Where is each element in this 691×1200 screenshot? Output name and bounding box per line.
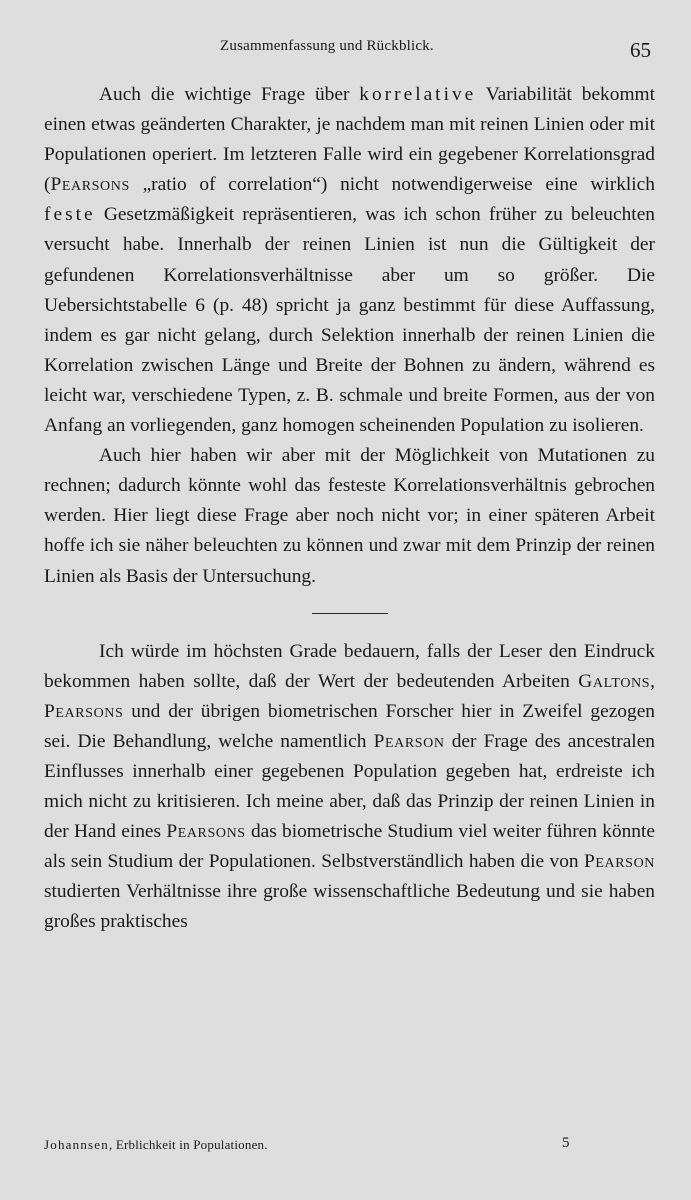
footer-citation bbox=[44, 1137, 268, 1153]
author-name: Pearsons bbox=[166, 821, 246, 843]
author-name: Pearson bbox=[584, 851, 655, 873]
text-span: Gesetzmäßigkeit repräsentieren, was ich schon früher zu beleuchten versucht habe. Innerhalb der reinen Linien ist nun die Gültigkeit der gefundenen Korrelationsverhältnisse aber um so größer. Die Uebersichtstabelle 6 (p. 48) spricht ja ganz bestimmt für diese Auffassung, indem es gar nicht gelang, durch Selektion innerhalb der reinen Linien die Korrelation zwischen Länge und Breite der Bohnen zu ändern, während es leicht war, verschiedene Typen, z. B. schmale und breite Formen, aus der von Anfang an vorliegenden, ganz homogen scheinenden Population zu isolieren. bbox=[44, 204, 655, 437]
author-name: Galtons bbox=[578, 670, 651, 692]
page-footer bbox=[0, 1137, 691, 1157]
page-number: 65 bbox=[630, 38, 651, 62]
text-span: und der übrigen biometrischen Forscher hier in Zweifel gezogen sei. Die Behandlung, welche namentlich bbox=[44, 700, 655, 752]
text-span: Auch hier haben wir aber mit der Möglichkeit von Mutationen zu rechnen; dadurch könnte wohl das festeste Korrelationsverhältnis gebrochen werden. Hier liegt diese Frage aber noch nicht vor; in einer späteren Arbeit hoffe ich sie näher beleuchten zu können und zwar mit dem Prinzip der reinen Linien als Basis der Untersuchung. bbox=[44, 445, 655, 587]
running-head bbox=[0, 38, 691, 62]
body-text bbox=[44, 80, 655, 938]
running-title: Zusammenfassung und Rückblick. bbox=[220, 38, 434, 54]
text-span: , bbox=[650, 670, 655, 692]
author-name: Pearsons bbox=[44, 700, 124, 722]
signature-mark: 5 bbox=[562, 1135, 570, 1151]
spaced-emphasis: korrelative bbox=[359, 84, 477, 105]
paragraph-correlation bbox=[44, 80, 655, 441]
text-span: „ratio of correlation“) nicht notwendigerweise eine wirklich bbox=[129, 174, 655, 196]
footer-author: Johannsen bbox=[44, 1137, 109, 1152]
paragraph-mutations bbox=[44, 441, 655, 591]
paragraph-biometric-research bbox=[44, 637, 655, 938]
text-span: Ich würde im höchsten Grade bedauern, falls der Leser den Eindruck bekommen haben sollte, daß der Wert der bedeutenden Arbeiten bbox=[44, 640, 655, 692]
author-name: Pearsons bbox=[50, 174, 130, 196]
author-name: Pearson bbox=[373, 730, 445, 752]
text-span: der Frage des ancestralen Einflusses innerhalb einer gegebenen Population gegeben hat, erdreiste ich mich nicht zu kritisieren. Ich meine aber, daß das Prinzip der reinen Linien in der Hand eines bbox=[44, 730, 655, 843]
text-span: Auch die wichtige Frage über bbox=[99, 84, 360, 105]
footer-work-title: , Erblichkeit in Populationen. bbox=[108, 1137, 268, 1152]
text-span: studierten Verhältnisse ihre große wissenschaftliche Bedeutung und sie haben großes praktisches bbox=[44, 881, 655, 933]
text-span: Variabilität bekommt einen etwas geänderten Charakter, je nachdem man mit reinen Linien oder mit Populationen operiert. Im letzteren Falle wird ein gegebener Korrelationsgrad ( bbox=[44, 84, 655, 196]
text-span: das biometrische Studium viel weiter führen könnte als sein Studium der Populationen. Selbstverständlich haben die von bbox=[44, 821, 655, 873]
spaced-emphasis: feste bbox=[44, 204, 96, 226]
section-divider bbox=[312, 613, 388, 614]
